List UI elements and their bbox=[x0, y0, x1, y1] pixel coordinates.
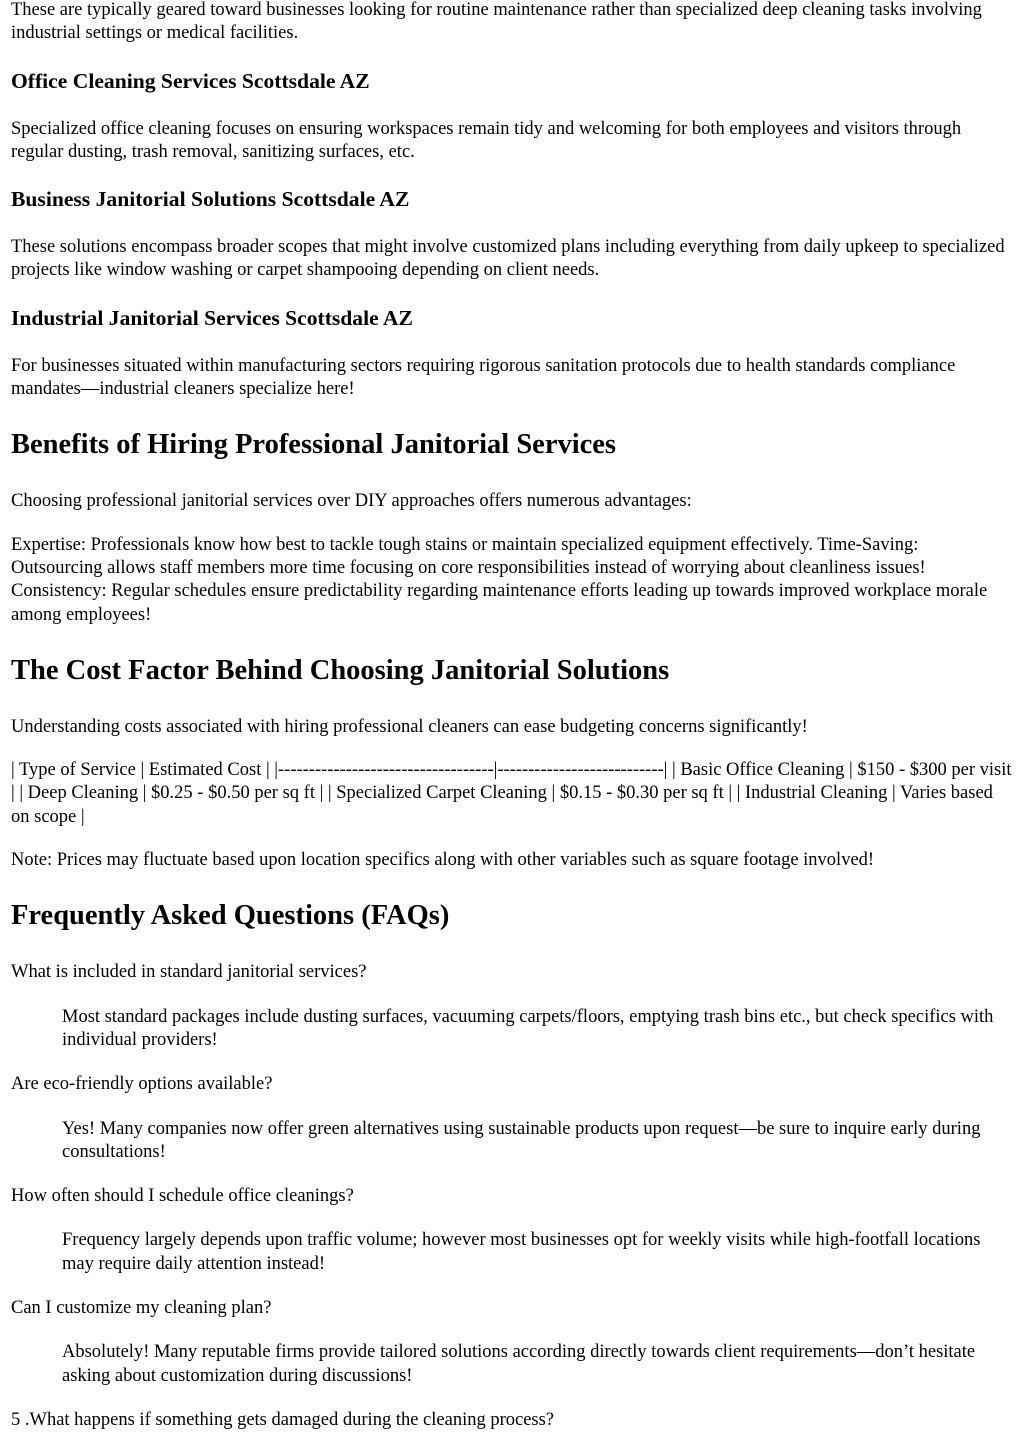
faq-question: What is included in standard janitorial services? bbox=[11, 962, 367, 983]
faq-heading: Frequently Asked Questions (FAQs) bbox=[11, 900, 450, 932]
section-heading-business-janitorial: Business Janitorial Solutions Scottsdale AZ bbox=[11, 187, 410, 212]
faq-question: How often should I schedule office cleanings? bbox=[11, 1186, 354, 1207]
cost-table-text: | Type of Service | Estimated Cost | |-----------------------------------|---------------------------| | Basic Office Cleaning | $150 - $300 per visit | | Deep Cleaning | $0.25 - $0.50 per sq ft | | Specialized Carpet Cleaning | $0.15 - $0.30 per sq ft | | Industrial Cleaning | Varies based on scope | bbox=[11, 760, 1012, 827]
benefits-heading: Benefits of Hiring Professional Janitorial Services bbox=[11, 429, 617, 461]
faq-answer: Yes! Many companies now offer green alternatives using sustainable products upon request—be sure to inquire early during consultations! bbox=[62, 1118, 981, 1162]
section-body-industrial-janitorial: For businesses situated within manufacturing sectors requiring rigorous sanitation protocols due to health standards compliance mandates—industrial cleaners specialize here! bbox=[11, 355, 956, 400]
faq-question: Are eco-friendly options available? bbox=[11, 1074, 273, 1095]
cost-heading: The Cost Factor Behind Choosing Janitorial Solutions bbox=[11, 654, 670, 686]
benefits-intro: Choosing professional janitorial services over DIY approaches offers numerous advantages: bbox=[11, 491, 692, 512]
faq-list bbox=[11, 961, 1013, 1432]
cost-intro: Understanding costs associated with hiring professional cleaners can ease budgeting concerns significantly! bbox=[11, 716, 808, 737]
intro-paragraph: These are typically geared toward businesses looking for routine maintenance rather than specialized deep cleaning tasks involving industrial settings or medical facilities. bbox=[11, 0, 982, 44]
faq-question: 5 .What happens if something gets damaged during the cleaning process? bbox=[11, 1409, 555, 1430]
faq-question: Can I customize my cleaning plan? bbox=[11, 1298, 272, 1319]
faq-answer: Most standard packages include dusting surfaces, vacuuming carpets/floors, emptying trash bins etc., but check specifics with individual providers! bbox=[62, 1006, 994, 1050]
benefits-body: Expertise: Professionals know how best to tackle tough stains or maintain specialized equipment effectively. Time-Saving: Outsourcing allows staff members more time focusing on core responsibilities instead of worrying about cleanliness issues! Consistency: Regular schedules ensure predictability regarding maintenance efforts leading up towards improved workplace morale among employees! bbox=[11, 534, 988, 625]
section-body-business-janitorial: These solutions encompass broader scopes that might involve customized plans including everything from daily upkeep to specialized projects like window washing or carpet shampooing depending on client needs. bbox=[11, 237, 1005, 281]
section-heading-office-cleaning: Office Cleaning Services Scottsdale AZ bbox=[11, 68, 370, 93]
faq-answer: Frequency largely depends upon traffic volume; however most businesses opt for weekly visits while high-footfall locations may require daily attention instead! bbox=[62, 1230, 981, 1274]
cost-note: Note: Prices may fluctuate based upon location specifics along with other variables such as square footage involved! bbox=[11, 850, 875, 871]
section-body-office-cleaning: Specialized office cleaning focuses on ensuring workspaces remain tidy and welcoming for both employees and visitors through regular dusting, trash removal, sanitizing surfaces, etc. bbox=[11, 118, 962, 162]
section-heading-industrial-janitorial: Industrial Janitorial Services Scottsdale AZ bbox=[11, 305, 413, 330]
faq-answer: Absolutely! Many reputable firms provide tailored solutions according directly towards client requirements—don’t hesitate asking about customization during discussions! bbox=[62, 1342, 976, 1386]
